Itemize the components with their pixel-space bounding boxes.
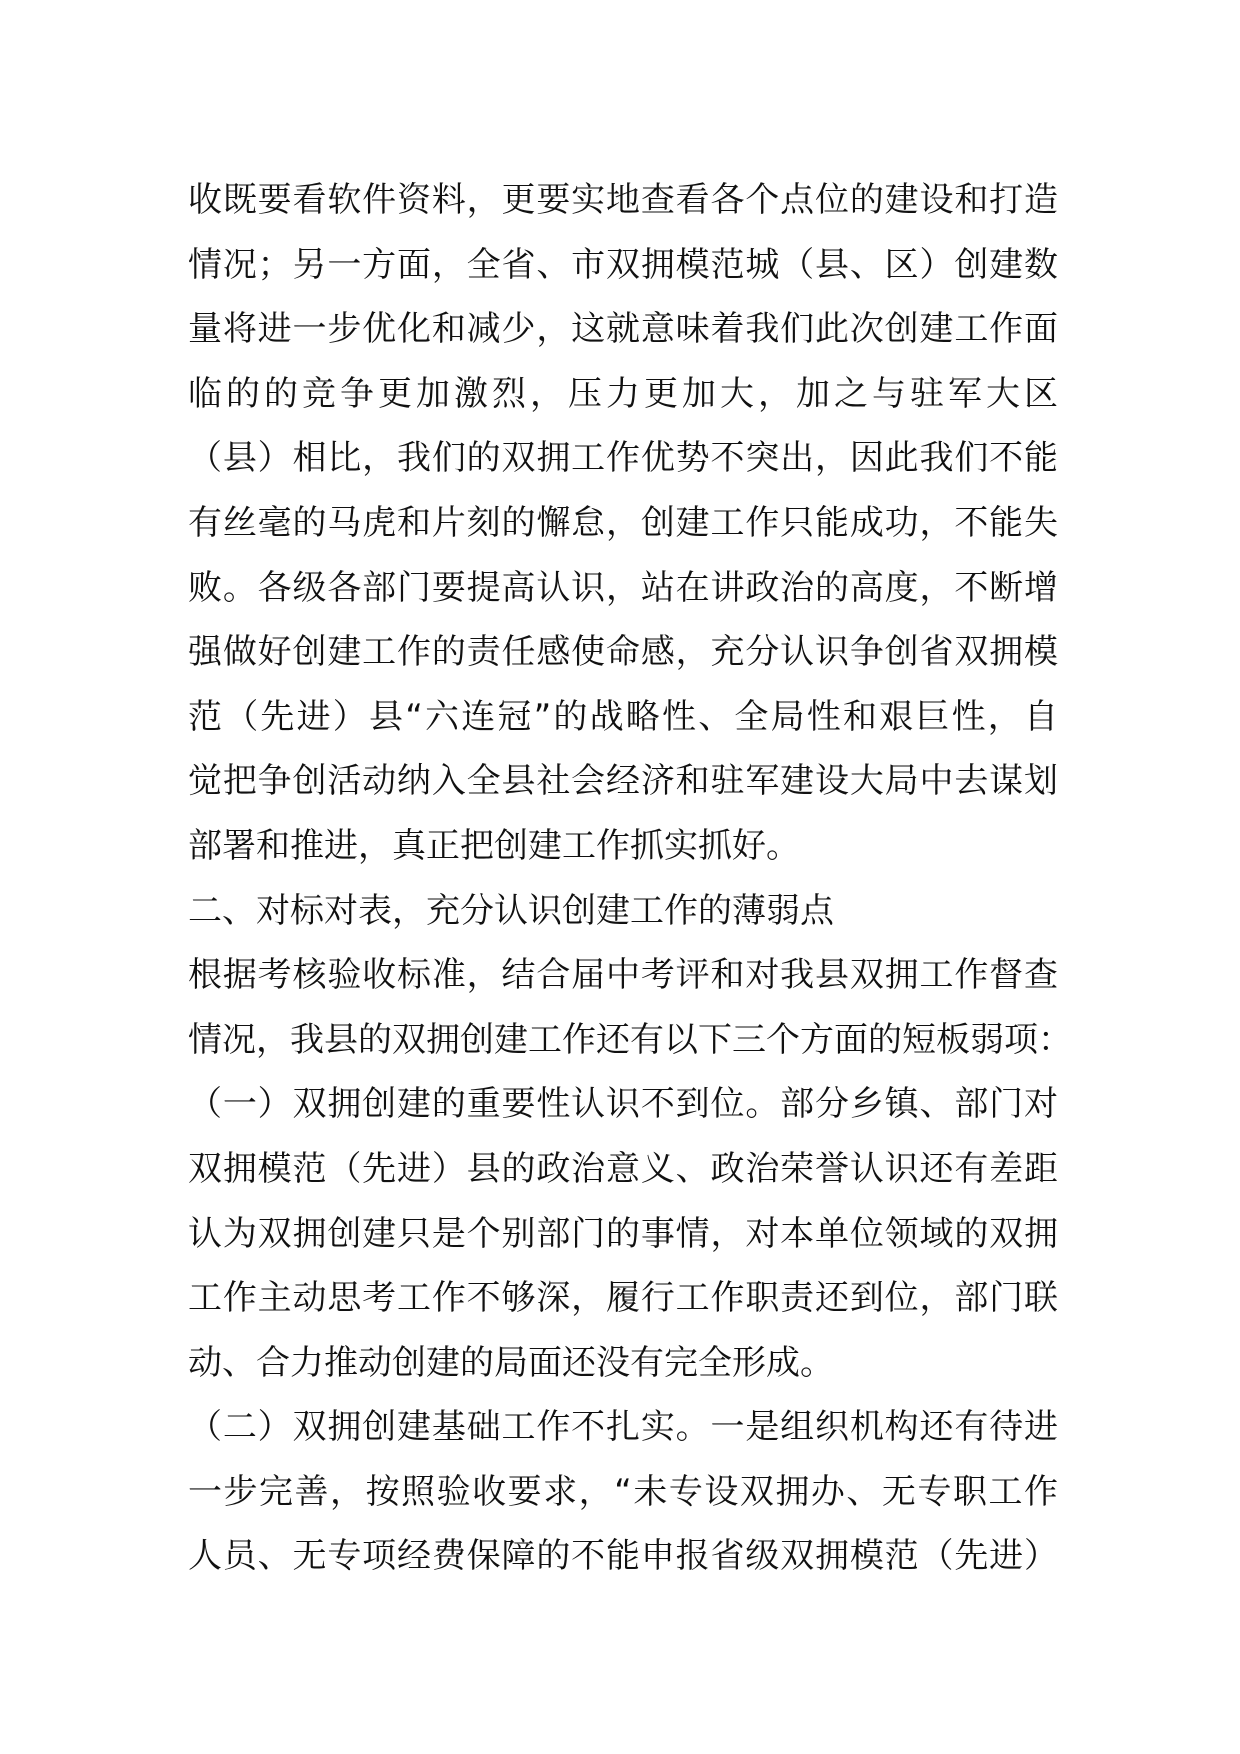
body-line: 根据考核验收标准，结合届中考评和对我县双拥工作督查 (188, 955, 1058, 996)
body-line: 工作主动思考工作不够深，履行工作职责还到位，部门联 (188, 1278, 1058, 1319)
body-line: （一）双拥创建的重要性认识不到位。部分乡镇、部门对 (188, 1084, 1058, 1125)
body-line: 量将进一步优化和减少，这就意味着我们此次创建工作面 (188, 309, 1058, 350)
body-line: 有丝毫的马虎和片刻的懈怠，创建工作只能成功，不能失 (188, 502, 1058, 543)
body-line: 人员、无专项经费保障的不能申报省级双拥模范（先进） (188, 1536, 1058, 1577)
body-line: （二）双拥创建基础工作不扎实。一是组织机构还有待进 (188, 1407, 1058, 1448)
body-line: 双拥模范（先进）县的政治意义、政治荣誉认识还有差距 (188, 1148, 1058, 1189)
body-line: 部署和推进，真正把创建工作抓实抓好。 (188, 825, 800, 866)
body-line: 认为双拥创建只是个别部门的事情，对本单位领域的双拥 (188, 1213, 1058, 1254)
body-line: 收既要看软件资料，更要实地查看各个点位的建设和打造 (188, 180, 1058, 220)
body-line: 动、合力推动创建的局面还没有完全形成。 (188, 1342, 834, 1383)
body-line: 觉把争创活动纳入全县社会经济和驻军建设大局中去谋划 (188, 761, 1058, 802)
section-heading: 二、对标对表，充分认识创建工作的薄弱点 (188, 890, 834, 931)
body-line: 情况，我县的双拥创建工作还有以下三个方面的短板弱项： (188, 1019, 1072, 1060)
body-line: 强做好创建工作的责任感使命感，充分认识争创省双拥模 (188, 632, 1058, 673)
document-body (188, 168, 1072, 1589)
body-line: 临的的竞争更加激烈，压力更加大，加之与驻军大区 (188, 373, 1058, 414)
body-line: （县）相比，我们的双拥工作优势不突出，因此我们不能 (188, 438, 1058, 479)
body-line: 败。各级各部门要提高认识，站在讲政治的高度，不断增 (188, 567, 1058, 608)
body-line: 情况；另一方面，全省、市双拥模范城（县、区）创建数 (188, 244, 1058, 285)
body-line: 范（先进）县“六连冠”的战略性、全局性和艰巨性，自 (188, 696, 1058, 737)
body-line: 一步完善，按照验收要求，“未专设双拥办、无专职工作 (188, 1471, 1058, 1512)
